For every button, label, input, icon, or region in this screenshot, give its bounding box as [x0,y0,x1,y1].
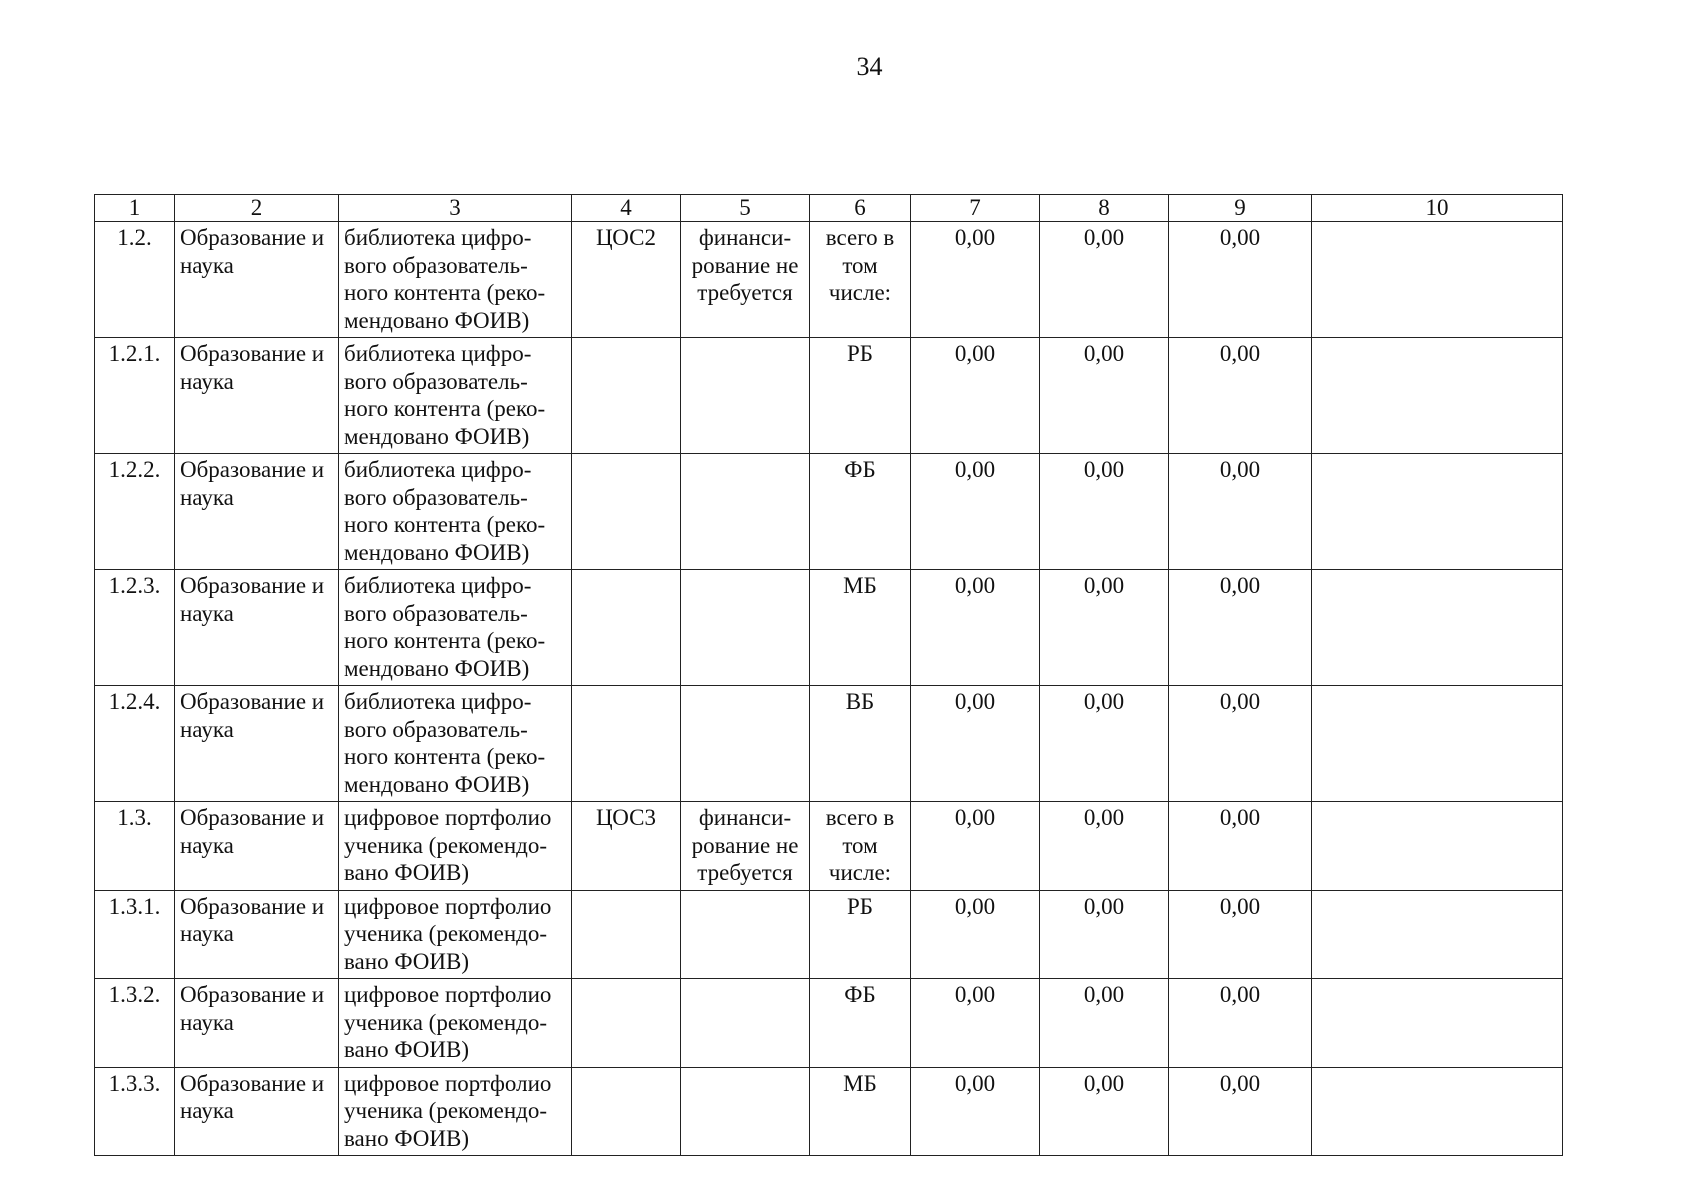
col-header-9: 9 [1169,195,1312,222]
row-number: 1.2.1. [95,338,175,454]
value-col8: 0,00 [1040,222,1169,338]
sector-cell: Образование и наука [175,222,339,338]
value-col8: 0,00 [1040,979,1169,1068]
code-cell [572,979,681,1068]
source-cell: всего в том числе: [810,802,911,891]
service-cell: цифровое портфолио ученика (рекомендо-вано ФОИВ) [339,979,572,1068]
page-number: 34 [856,52,883,81]
sector-cell: Образование и наука [175,338,339,454]
code-cell [572,686,681,802]
financing-cell [681,979,810,1068]
sector-cell: Образование и наука [175,454,339,570]
row-number: 1.2.4. [95,686,175,802]
table-row [95,222,1563,338]
value-col7: 0,00 [911,454,1040,570]
table-row [95,890,1563,979]
code-cell [572,890,681,979]
service-cell: цифровое портфолио ученика (рекомендо-вано ФОИВ) [339,890,572,979]
source-cell: РБ [810,338,911,454]
value-col9: 0,00 [1169,454,1312,570]
value-col10 [1312,1067,1563,1156]
value-col9: 0,00 [1169,686,1312,802]
source-cell: ФБ [810,979,911,1068]
col-header-8: 8 [1040,195,1169,222]
col-header-1: 1 [95,195,175,222]
table-row [95,686,1563,802]
service-cell: цифровое портфолио ученика (рекомендо-вано ФОИВ) [339,802,572,891]
value-col9: 0,00 [1169,222,1312,338]
table-row [95,1067,1563,1156]
value-col9: 0,00 [1169,338,1312,454]
col-header-7: 7 [911,195,1040,222]
value-col10 [1312,802,1563,891]
financing-cell [681,1067,810,1156]
row-number: 1.2. [95,222,175,338]
table-row [95,454,1563,570]
value-col10 [1312,979,1563,1068]
sector-cell: Образование и наука [175,1067,339,1156]
header-row [95,195,1563,222]
service-cell: цифровое портфолио ученика (рекомендо-вано ФОИВ) [339,1067,572,1156]
value-col7: 0,00 [911,890,1040,979]
sector-cell: Образование и наука [175,570,339,686]
financing-cell [681,890,810,979]
financing-cell [681,454,810,570]
value-col7: 0,00 [911,338,1040,454]
sector-cell: Образование и наука [175,802,339,891]
value-col7: 0,00 [911,802,1040,891]
row-number: 1.2.2. [95,454,175,570]
code-cell [572,454,681,570]
service-cell: библиотека цифро-вого образователь-ного контента (реко-мендовано ФОИВ) [339,338,572,454]
value-col10 [1312,454,1563,570]
value-col8: 0,00 [1040,338,1169,454]
value-col10 [1312,890,1563,979]
value-col8: 0,00 [1040,1067,1169,1156]
service-cell: библиотека цифро-вого образователь-ного контента (реко-мендовано ФОИВ) [339,570,572,686]
code-cell [572,338,681,454]
financing-cell: финанси-рование не требуется [681,222,810,338]
financing-cell [681,686,810,802]
value-col7: 0,00 [911,570,1040,686]
row-number: 1.2.3. [95,570,175,686]
value-col7: 0,00 [911,979,1040,1068]
col-header-3: 3 [339,195,572,222]
service-cell: библиотека цифро-вого образователь-ного контента (реко-мендовано ФОИВ) [339,222,572,338]
value-col7: 0,00 [911,686,1040,802]
value-col9: 0,00 [1169,890,1312,979]
col-header-5: 5 [681,195,810,222]
source-cell: ВБ [810,686,911,802]
row-number: 1.3.3. [95,1067,175,1156]
row-number: 1.3.1. [95,890,175,979]
source-cell: всего в том числе: [810,222,911,338]
value-col8: 0,00 [1040,802,1169,891]
value-col10 [1312,686,1563,802]
sector-cell: Образование и наука [175,890,339,979]
value-col8: 0,00 [1040,686,1169,802]
value-col9: 0,00 [1169,802,1312,891]
financing-cell [681,570,810,686]
code-cell [572,1067,681,1156]
value-col9: 0,00 [1169,1067,1312,1156]
value-col9: 0,00 [1169,570,1312,686]
source-cell: МБ [810,570,911,686]
value-col10 [1312,338,1563,454]
service-cell: библиотека цифро-вого образователь-ного контента (реко-мендовано ФОИВ) [339,686,572,802]
code-cell [572,570,681,686]
source-cell: ФБ [810,454,911,570]
source-cell: МБ [810,1067,911,1156]
table-row [95,979,1563,1068]
sector-cell: Образование и наука [175,686,339,802]
code-cell: ЦОС3 [572,802,681,891]
value-col7: 0,00 [911,222,1040,338]
financing-cell: финанси-рование не требуется [681,802,810,891]
value-col7: 0,00 [911,1067,1040,1156]
value-col9: 0,00 [1169,979,1312,1068]
value-col8: 0,00 [1040,890,1169,979]
table-row [95,802,1563,891]
source-cell: РБ [810,890,911,979]
financing-cell [681,338,810,454]
value-col8: 0,00 [1040,570,1169,686]
col-header-4: 4 [572,195,681,222]
table-row [95,338,1563,454]
value-col8: 0,00 [1040,454,1169,570]
sector-cell: Образование и наука [175,979,339,1068]
row-number: 1.3.2. [95,979,175,1068]
service-cell: библиотека цифро-вого образователь-ного контента (реко-мендовано ФОИВ) [339,454,572,570]
code-cell: ЦОС2 [572,222,681,338]
col-header-10: 10 [1312,195,1563,222]
value-col10 [1312,222,1563,338]
budget-table [94,194,1563,1156]
value-col10 [1312,570,1563,686]
col-header-2: 2 [175,195,339,222]
col-header-6: 6 [810,195,911,222]
row-number: 1.3. [95,802,175,891]
table-row [95,570,1563,686]
